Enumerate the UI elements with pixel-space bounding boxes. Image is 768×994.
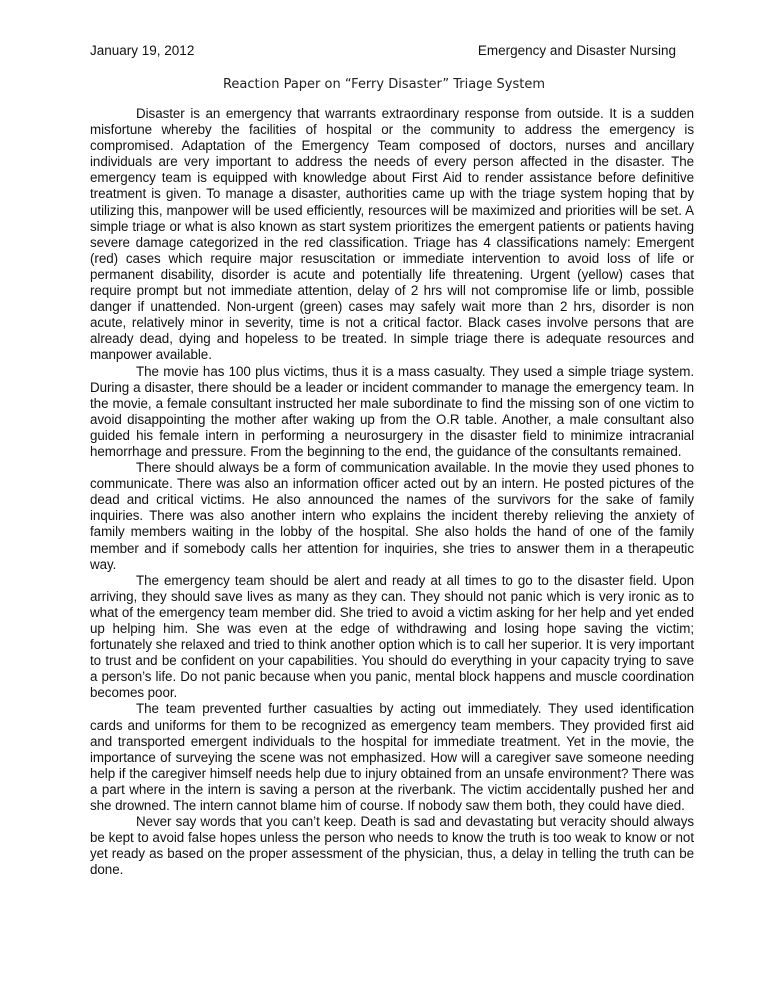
paragraph-disaster-definition: Disaster is an emergency that warrants extraordinary response from outside. It is a sudden misfortune whereby the facilities of hospital or the community to address the emergency is compromised. Adaptation of the Emergency Team composed of doctors, nurses and ancillary individuals are very important to address the needs of every person affected in the disaster. The emergency team is equipped with knowledge about First Aid to render assistance before definitive treatment is given. To manage a disaster, authorities came up with the triage system hoping that by utilizing this, manpower will be used efficiently, resources will be maximized and priorities will be set. A simple triage or what is also known as start system prioritizes the emergent patients or patients having severe damage categorized in the red classification. Triage has 4 classifications namely: Emergent (red) cases which require major resuscitation or immediate intervention to avoid loss of life or permanent disability, disorder is acute and potentially life threatening. Urgent (yellow) cases that require prompt but not immediate attention, delay of 2 hrs will not compromise life or limb, possible danger if unattended. Non-urgent (green) cases may safely wait more than 2 hrs, disorder is non acute, relatively minor in severity, time is not a critical factor. Black cases involve persons that are already dead, dying and hopeless to be treated. In simple triage there is adequate resources and manpower available. <box>90 106 694 363</box>
paragraph-team-readiness: The emergency team should be alert and ready at all times to go to the disaster field. Upon arriving, they should save lives as many as they can. They should not panic which is very ironic as to what of the emergency team member did. She tried to avoid a victim asking for her help and yet ended up helping him. She was even at the edge of withdrawing and losing hope saving the victim; fortunately she relaxed and tried to think another option which is to call her superior. It is very important to trust and be confident on your capabilities. You should do everything in your capacity trying to save a person’s life. Do not panic because when you panic, mental block happens and muscle coordination becomes poor. <box>90 572 694 701</box>
paragraph-preventing-casualties: The team prevented further casualties by acting out immediately. They used identification cards and uniforms for them to be recognized as emergency team members. They provided first aid and transported emergent individuals to the hospital for immediate treatment. Yet in the movie, the importance of surveying the scene was not emphasized. How will a caregiver save someone needing help if the caregiver himself needs help due to injury obtained from an unsafe environment? There was a part where in the intern is saving a person at the riverbank. The victim accidentally pushed her and she drowned. The intern cannot blame him of course. If nobody saw them both, they could have died. <box>90 701 694 814</box>
paragraph-communication: There should always be a form of communication available. In the movie they used phones to communicate. There was also an information officer acted out by an intern. He posted pictures of the dead and critical victims. He also announced the names of the survivors for the sake of family inquiries. There was also another intern who explains the incident thereby relieving the anxiety of family members waiting in the lobby of the hospital. She also holds the hand of one of the family member and if somebody calls her attention for inquiries, she tries to answer them in a therapeutic way. <box>90 460 694 572</box>
paragraph-mass-casualty: The movie has 100 plus victims, thus it is a mass casualty. They used a simple triage system. During a disaster, there should be a leader or incident commander to manage the emergency team. In the movie, a female consultant instructed her male subordinate to find the missing son of one victim to avoid disappointing the mother after waking up from the O.R table. Another, a male consultant also guided his female intern in performing a neurosurgery in the disaster field to minimize intracranial hemorrhage and pressure. From the beginning to the end, the guidance of the consultants remained. <box>90 363 694 459</box>
paragraph-veracity: Never say words that you can’t keep. Death is sad and devastating but veracity should always be kept to avoid false hopes unless the person who needs to know the truth is too weak to know or not yet ready as based on the proper assessment of the physician, thus, a delay in telling the truth can be done. <box>90 814 694 878</box>
page-header <box>90 43 678 61</box>
paper-title: Reaction Paper on “Ferry Disaster” Triage System <box>222 77 546 92</box>
header-date: January 19, 2012 <box>90 43 195 58</box>
paper-body <box>90 106 694 879</box>
header-course-name: Emergency and Disaster Nursing <box>477 43 676 58</box>
